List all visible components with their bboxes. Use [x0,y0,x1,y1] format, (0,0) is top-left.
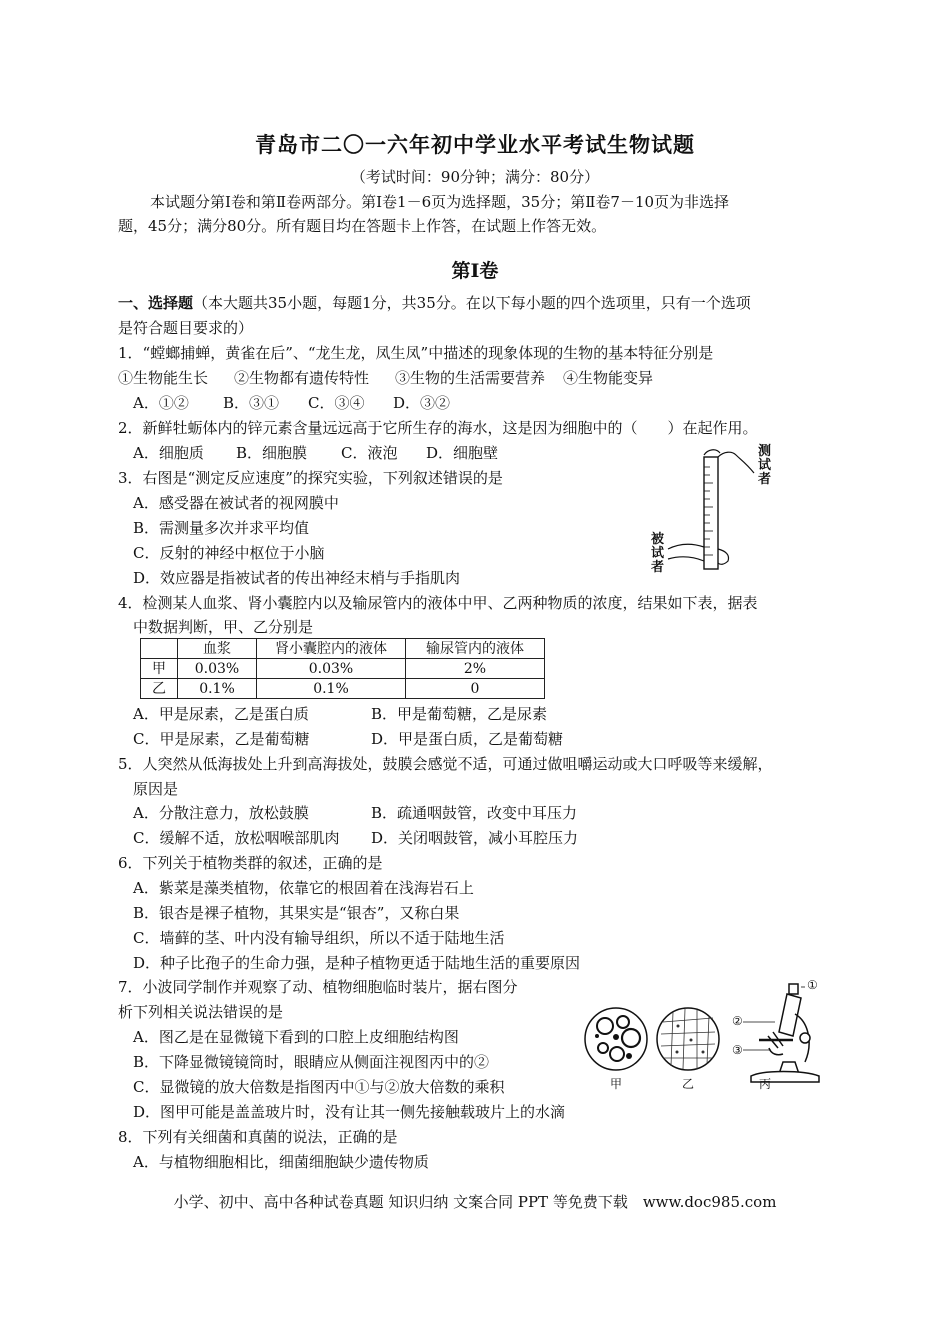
table-cell: 甲 [141,659,178,679]
table-header-row [141,639,545,659]
exam-title: 青岛市二〇一六年初中学业水平考试生物试题 [255,132,695,157]
table-header-cell: 血浆 [178,639,257,659]
q7-stem-2: 析下列相关说法错误的是 [118,1003,284,1021]
q2-stem: 2．新鲜牡蛎体内的锌元素含量远远高于它所生存的海水，这是因为细胞中的（ ）在起作用。 [118,419,758,437]
tester-label: 测试者 [758,444,772,487]
q1-items [118,368,653,388]
q4-options-cd [133,729,563,749]
q5-options-cd [133,828,578,848]
q1-options [133,393,450,413]
q5-option-c: C．缓解不适，放松咽喉部肌肉 [133,829,340,847]
part1-heading [118,293,751,313]
table-cell: 2% [406,659,545,679]
q6-option-b: B．银杏是裸子植物，其果实是“银杏”，又称白果 [133,904,460,922]
q5-options-ab [133,803,577,823]
reaction-test-figure [660,443,770,578]
q6-stem: 6．下列关于植物类群的叙述，正确的是 [118,854,383,872]
q3-option-d: D．效应器是指被试者的传出神经末梢与手指肌肉 [133,569,461,587]
q2-options [133,443,498,463]
q1-item: ④生物能变异 [563,369,654,387]
field-jia-icon [585,1008,647,1070]
exam-subtitle: （考试时间：90分钟；满分：80分） [350,168,600,186]
table-header-cell: 输尿管内的液体 [406,639,545,659]
q1-option-b: B．③① [223,394,280,412]
microscope-mark-1: ① [807,978,818,992]
table-cell: 0.03% [178,659,257,679]
q4-option-d: D．甲是蛋白质，乙是葡萄糖 [371,730,564,748]
figure-caption-bing: 丙 [759,1077,772,1091]
q7-option-b: B．下降显微镜镜筒时，眼睛应从侧面注视图丙中的② [133,1053,490,1071]
q1-item: ①生物能生长 [118,369,209,387]
q6-option-d: D．种子比孢子的生命力强，是种子植物更适于陆地生活的重要原因 [133,954,581,972]
q4-data-table [140,638,545,699]
table-cell: 乙 [141,679,178,699]
tester-hand-icon [718,452,754,473]
subject-hand-icon [668,544,729,564]
q3-option-c: C．反射的神经中枢位于小脑 [133,544,325,562]
q7-option-d: D．图甲可能是盖盖玻片时，没有让其一侧先接触载玻片上的水滴 [133,1103,566,1121]
q1-option-c: C．③④ [308,394,365,412]
microscope-mark-2: ② [732,1014,743,1028]
q6-option-a: A．紫菜是藻类植物，依靠它的根固着在浅海岩石上 [133,879,474,897]
q2-option-a: A．细胞质 [133,444,204,462]
table-row [141,679,545,699]
part1-desc-2: 是符合题目要求的） [118,319,254,337]
q2-option-b: B．细胞膜 [236,444,308,462]
q5-option-a: A．分散注意力，放松鼓膜 [133,804,309,822]
q6-option-c: C．墙藓的茎、叶内没有输导组织，所以不适于陆地生活 [133,929,505,947]
q2-option-d: D．细胞壁 [426,444,499,462]
q7-option-c: C．显微镜的放大倍数是指图丙中①与②放大倍数的乘积 [133,1078,505,1096]
table-cell: 0.03% [257,659,406,679]
q4-stem-1: 4．检测某人血浆、肾小囊腔内以及输尿管内的液体中甲、乙两种物质的浓度，结果如下表，据表 [118,594,758,612]
q1-item: ③生物的生活需要营养 [395,369,546,387]
q3-stem: 3．右图是“测定反应速度”的探究实验，下列叙述错误的是 [118,469,503,487]
q4-stem-2: 中数据判断，甲、乙分别是 [133,618,314,636]
q5-option-d: D．关闭咽鼓管，减小耳腔压力 [371,829,579,847]
q7-stem-1: 7．小波同学制作并观察了动、植物细胞临时装片，据右图分 [118,978,518,996]
q7-option-a: A．图乙是在显微镜下看到的口腔上皮细胞结构图 [133,1028,459,1046]
q5-option-b: B．疏通咽鼓管，改变中耳压力 [371,804,578,822]
q8-option-a: A．与植物细胞相比，细菌细胞缺少遗传物质 [133,1153,429,1171]
q3-option-b: B．需测量多次并求平均值 [133,519,310,537]
subject-label: 被试者 [651,532,665,575]
table-header-cell [141,639,178,659]
q5-stem-1: 5．人突然从低海拔处上升到高海拔处，鼓膜会感觉不适，可通过做咀嚼运动或大口呼吸等来缓解， [118,755,773,773]
field-yi-icon [657,1008,719,1070]
q5-stem-2: 原因是 [133,780,179,798]
intro-line-2: 题，45分；满分80分。所有题目均在答题卡上作答，在试题上作答无效。 [118,217,607,235]
q1-stem: 1．“螳螂捕蝉，黄雀在后”、“龙生龙，凤生凤”中描述的现象体现的生物的基本特征分别是 [118,344,714,362]
microscope-mark-3: ③ [732,1043,743,1057]
figure-caption-jia: 甲 [610,1077,623,1091]
table-cell: 0.1% [178,679,257,699]
q1-option-d: D．③② [393,394,451,412]
q3-option-a: A．感受器在被试者的视网膜中 [133,494,339,512]
q4-options-ab [133,704,547,724]
q2-option-c: C．液泡 [341,444,398,462]
intro-line-1: 本试题分第Ⅰ卷和第Ⅱ卷两部分。第Ⅰ卷1－6页为选择题，35分；第Ⅱ卷7－10页为非选择 [150,193,730,211]
table-header-cell: 肾小囊腔内的液体 [257,639,406,659]
part1-desc: （本大题共35小题，每题1分，共35分。在以下每小题的四个选项里，只有一个选项 [193,294,751,312]
q4-option-c: C．甲是尿素，乙是葡萄糖 [133,730,310,748]
q4-option-b: B．甲是葡萄糖，乙是尿素 [371,705,548,723]
q1-item: ②生物都有遗传特性 [234,369,370,387]
table-cell: 0 [406,679,545,699]
part1-label: 一、选择题 [118,294,194,312]
table-row [141,659,545,679]
q4-option-a: A．甲是尿素，乙是蛋白质 [133,705,309,723]
microscope-icon [751,984,819,1082]
figure-caption-yi: 乙 [682,1077,695,1091]
q1-option-a: A．①② [133,394,189,412]
section-title: 第Ⅰ卷 [451,260,499,282]
ruler-icon [704,457,718,569]
page-footer: 小学、初中、高中各种试卷真题 知识归纳 文案合同 PPT 等免费下载 www.doc985.com [173,1193,777,1211]
q8-stem: 8．下列有关细菌和真菌的说法，正确的是 [118,1128,398,1146]
table-cell: 0.1% [257,679,406,699]
